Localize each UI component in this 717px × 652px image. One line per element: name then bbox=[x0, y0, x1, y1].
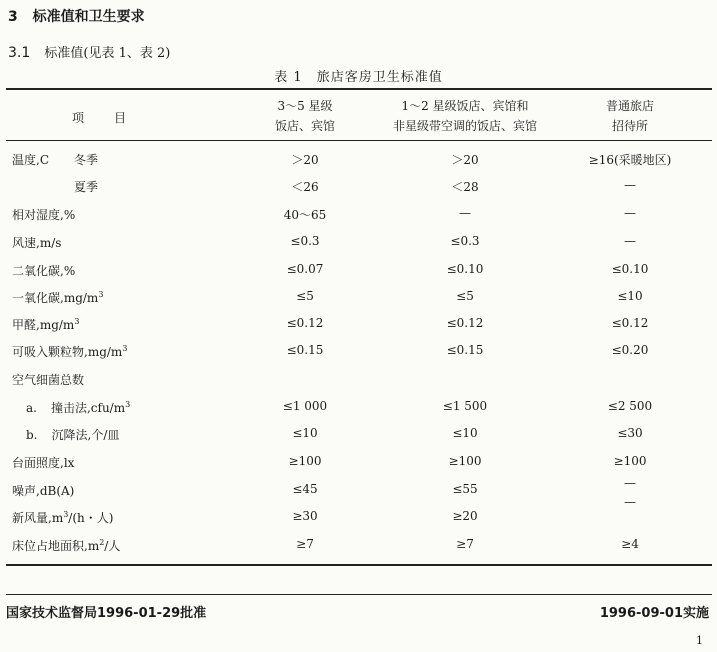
header-col1 bbox=[250, 96, 360, 136]
row-col1: ≤1 000 bbox=[282, 399, 328, 413]
table-row bbox=[0, 289, 717, 315]
row-item bbox=[12, 509, 113, 526]
row-item bbox=[12, 343, 127, 360]
table-row bbox=[0, 316, 717, 342]
section-number: 3 bbox=[8, 9, 18, 25]
subsection-title: 标准值(见表 1、表 2) bbox=[44, 46, 171, 61]
row-col3: — bbox=[624, 206, 636, 220]
table-row bbox=[0, 262, 717, 288]
row-item-suffix: /人 bbox=[104, 539, 121, 553]
table-header-rule bbox=[6, 140, 712, 141]
row-col3: ≤0.10 bbox=[611, 262, 649, 276]
header-col2-line1: 1～2 星级饭店、宾馆和 bbox=[401, 99, 529, 113]
row-col2: ≥7 bbox=[456, 537, 474, 551]
row-col2: ≤0.3 bbox=[450, 234, 480, 248]
row-col2: — bbox=[459, 206, 471, 220]
subsection-number: 3.1 bbox=[8, 45, 31, 61]
table-row bbox=[0, 151, 717, 177]
table-row bbox=[0, 399, 717, 425]
table-title: 表 1 旅店客房卫生标准值 bbox=[274, 70, 443, 85]
row-col1: ≤0.07 bbox=[286, 262, 324, 276]
row-item bbox=[12, 399, 130, 416]
table-row bbox=[0, 234, 717, 260]
row-col1: ≥100 bbox=[288, 454, 322, 468]
row-col3: — bbox=[624, 234, 636, 248]
row-item-label: 新风量,m bbox=[12, 511, 64, 525]
row-col2: ≤0.15 bbox=[446, 343, 484, 357]
row-col1: ≤5 bbox=[296, 289, 314, 303]
row-item-suffix: /(h・人) bbox=[68, 511, 114, 525]
row-item bbox=[12, 426, 119, 443]
subsection-heading bbox=[8, 42, 170, 61]
row-col3: ≥100 bbox=[613, 454, 647, 468]
section-title: 标准值和卫生要求 bbox=[32, 9, 145, 25]
page-number: 1 bbox=[696, 634, 703, 647]
row-col1: ≥30 bbox=[292, 509, 318, 523]
row-item: 台面照度,lx bbox=[12, 456, 75, 470]
table-row bbox=[0, 537, 717, 563]
header-col3-line2: 招待所 bbox=[611, 119, 648, 133]
row-col3: — bbox=[624, 178, 636, 192]
row-item bbox=[12, 151, 99, 168]
row-col3: — bbox=[624, 495, 636, 509]
row-item bbox=[12, 316, 79, 333]
row-item bbox=[12, 289, 103, 306]
row-item: 相对湿度,% bbox=[12, 208, 76, 222]
row-item: 二氧化碳,% bbox=[12, 264, 76, 278]
header-col2-line2: 非星级带空调的饭店、宾馆 bbox=[392, 119, 537, 133]
row-item-sup: 3 bbox=[63, 510, 69, 519]
header-col1-line2: 饭店、宾馆 bbox=[274, 119, 335, 133]
row-col2: ≤5 bbox=[456, 289, 474, 303]
row-col2: ≤0.12 bbox=[446, 316, 484, 330]
footer-rule bbox=[6, 594, 712, 595]
row-col2: ≤1 500 bbox=[442, 399, 488, 413]
approval-note: 国家技术监督局1996-01-29批准 bbox=[6, 606, 207, 621]
row-season: 夏季 bbox=[74, 180, 99, 194]
row-col2: ≤10 bbox=[452, 426, 478, 440]
row-col1: ＞20 bbox=[291, 153, 319, 167]
row-marker: a. bbox=[26, 401, 37, 415]
table-row bbox=[0, 371, 717, 397]
effective-date: 1996-09-01实施 bbox=[599, 606, 709, 621]
row-col3: ≤2 500 bbox=[607, 399, 653, 413]
header-col2 bbox=[380, 96, 550, 136]
row-col3: ≤10 bbox=[617, 289, 643, 303]
table-bottom-rule bbox=[6, 564, 712, 566]
row-col1: ≥7 bbox=[296, 537, 314, 551]
row-col1: ≤0.15 bbox=[286, 343, 324, 357]
row-item-label: 一氧化碳,mg/m bbox=[12, 291, 99, 305]
row-item-label: 甲醛,mg/m bbox=[12, 318, 75, 332]
row-col1: ≤0.3 bbox=[290, 234, 320, 248]
row-item-sup: 3 bbox=[125, 400, 131, 409]
row-item: 噪声,dB(A) bbox=[12, 484, 75, 498]
row-col3: ≤30 bbox=[617, 426, 643, 440]
row-col1: ≤45 bbox=[292, 482, 318, 496]
row-item: 风速,m/s bbox=[12, 236, 62, 250]
table-row bbox=[0, 426, 717, 452]
section-heading bbox=[8, 6, 145, 26]
table-row bbox=[0, 206, 717, 232]
row-col2: ＜28 bbox=[451, 180, 479, 194]
row-col3: ≤0.20 bbox=[611, 343, 649, 357]
row-item-sup: 3 bbox=[122, 344, 128, 353]
table-top-rule bbox=[6, 88, 712, 90]
row-col2: ＞20 bbox=[451, 153, 479, 167]
row-item-sup: 3 bbox=[74, 317, 80, 326]
row-item-label: 床位占地面积,m bbox=[12, 539, 100, 553]
row-season: 冬季 bbox=[74, 153, 99, 167]
row-item bbox=[12, 537, 120, 554]
table-row bbox=[0, 343, 717, 369]
row-item-sup: 3 bbox=[98, 290, 104, 299]
row-col1: ＜26 bbox=[291, 180, 319, 194]
row-col2: ≥20 bbox=[452, 509, 478, 523]
row-col1: ≤10 bbox=[292, 426, 318, 440]
header-col3-line1: 普通旅店 bbox=[605, 99, 654, 113]
row-item: 空气细菌总数 bbox=[12, 373, 85, 387]
header-col1-line1: 3～5 星级 bbox=[277, 99, 333, 113]
row-col1: ≤0.12 bbox=[286, 316, 324, 330]
row-col2: ≥100 bbox=[448, 454, 482, 468]
row-col3: — bbox=[624, 476, 636, 490]
row-col1: 40～65 bbox=[283, 208, 327, 222]
row-col3: ≥4 bbox=[621, 537, 639, 551]
row-marker: b. bbox=[26, 428, 38, 442]
row-col2: ≤55 bbox=[452, 482, 478, 496]
row-item-label: 撞击法,cfu/m bbox=[50, 401, 126, 415]
row-col3: ≤0.12 bbox=[611, 316, 649, 330]
row-item-sup: 2 bbox=[99, 538, 105, 547]
header-item: 项目 bbox=[72, 111, 157, 125]
header-col3 bbox=[565, 96, 695, 136]
table-row bbox=[0, 495, 717, 535]
row-item-label: 温度,C bbox=[12, 153, 49, 167]
table-row bbox=[0, 178, 717, 204]
row-col3: ≥16(采暖地区) bbox=[588, 153, 672, 167]
row-item-label: 沉降法,个/皿 bbox=[51, 428, 120, 442]
row-item-label: 可吸入颗粒物,mg/m bbox=[12, 345, 123, 359]
row-col2: ≤0.10 bbox=[446, 262, 484, 276]
